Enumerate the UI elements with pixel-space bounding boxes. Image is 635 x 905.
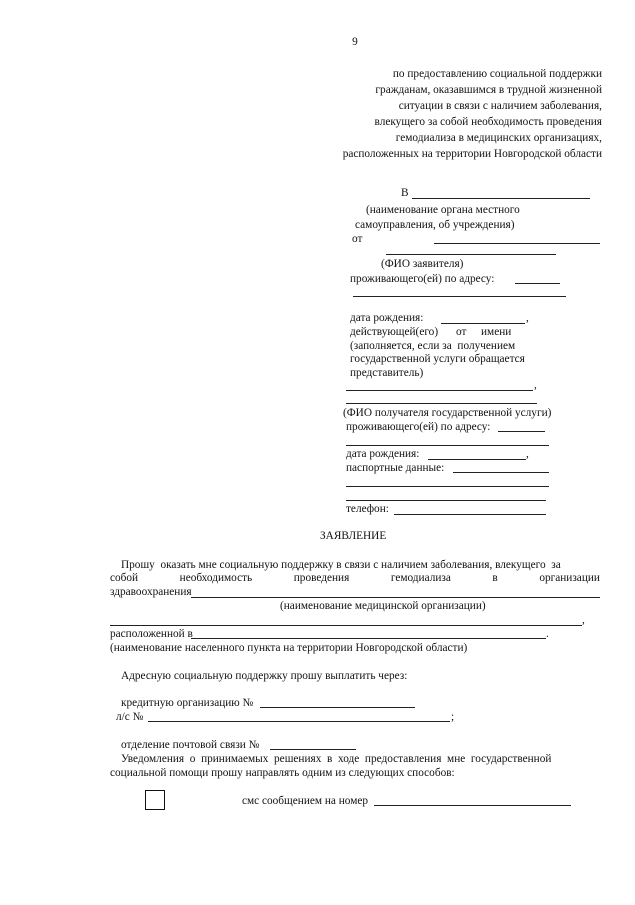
header-line-5: гемодиализа в медицинских организациях, — [395, 132, 602, 144]
comma: , — [526, 312, 529, 324]
phone-label: телефон: — [346, 503, 389, 515]
comma: , — [526, 448, 529, 460]
request-line: Прошу оказать мне социальную поддержку в связи с наличием заболевания, влекущего за — [121, 559, 561, 571]
word: проведения — [293, 572, 350, 584]
account-field[interactable] — [148, 721, 450, 722]
semicolon: ; — [451, 711, 455, 723]
sms-option-label: смс сообщением на номер — [242, 795, 369, 807]
comma: , — [534, 379, 537, 391]
word: гемодиализа — [390, 572, 451, 584]
comma: , — [582, 614, 585, 626]
fio-recipient-hint: (ФИО получателя государственной услуги) — [343, 407, 552, 419]
representative-note-1: (заполняется, если за получением — [350, 340, 516, 352]
page-number: 9 — [352, 36, 358, 48]
fio-applicant-hint: (ФИО заявителя) — [381, 258, 464, 270]
representative-field-1[interactable] — [346, 390, 533, 391]
representative-field-2[interactable] — [346, 403, 537, 404]
representative-note-2: государственной услуги обращается — [350, 353, 525, 365]
header-line-3: ситуации в связи с наличием заболевания, — [398, 100, 602, 112]
org-hint-line-1: (наименование органа местного — [366, 204, 520, 216]
word: собой — [110, 572, 139, 584]
credit-org-label: кредитную организацию № — [121, 697, 254, 709]
applicant-birth-field[interactable] — [441, 323, 525, 324]
acting-word-1: действующей(его) — [350, 326, 439, 338]
applicant-address-field-2[interactable] — [353, 296, 566, 297]
notification-line-2: социальной помощи прошу направлять одним из следующих способов: — [110, 767, 455, 779]
account-label: л/с № — [116, 711, 144, 723]
passport-field-3[interactable] — [346, 500, 546, 501]
acting-word-3: имени — [481, 326, 512, 338]
header-line-2: гражданам, оказавшимся в трудной жизненной — [375, 84, 602, 96]
period: . — [546, 628, 549, 640]
header-line-4: влекущего за собой необходимость проведения — [374, 116, 602, 128]
recipient-birth-field[interactable] — [428, 459, 526, 460]
passport-field-2[interactable] — [346, 486, 549, 487]
applicant-name-field[interactable] — [386, 254, 556, 255]
word: необходимость — [179, 572, 253, 584]
sms-checkbox[interactable] — [145, 790, 165, 810]
post-office-label: отделение почтовой связи № — [121, 739, 260, 751]
request-line-2 — [110, 571, 600, 585]
post-office-field[interactable] — [270, 749, 356, 750]
header-line-1: по предоставлению социальной поддержки — [392, 68, 602, 80]
to-prefix: В — [401, 187, 409, 199]
word: в — [492, 572, 498, 584]
phone-field[interactable] — [394, 514, 546, 515]
medical-org-field-2[interactable] — [110, 625, 582, 626]
from-field[interactable] — [434, 243, 600, 244]
payment-intro: Адресную социальную поддержку прошу выплатить через: — [121, 670, 408, 682]
authority-field[interactable] — [412, 198, 590, 199]
passport-label: паспортные данные: — [346, 462, 445, 474]
med-org-hint: (наименование медицинской организации) — [280, 600, 486, 612]
from-prefix: от — [352, 233, 363, 245]
passport-field[interactable] — [453, 472, 549, 473]
header-line-6: расположенных на территории Новгородской области — [342, 148, 602, 160]
representative-note-3: представитель) — [350, 367, 424, 379]
applicant-birth-label: дата рождения: — [350, 312, 424, 324]
settlement-field[interactable] — [191, 638, 546, 639]
recipient-address-field[interactable] — [498, 431, 545, 432]
document-title: ЗАЯВЛЕНИЕ — [320, 530, 387, 542]
medical-org-field[interactable] — [191, 597, 600, 598]
word: организации — [539, 572, 600, 584]
applicant-address-field[interactable] — [515, 283, 560, 284]
recipient-birth-label: дата рождения: — [346, 448, 420, 460]
located-in-label: расположенной в — [110, 628, 193, 640]
notification-line-1: Уведомления о принимаемых решениях в ходе предоставления мне государственной — [121, 753, 552, 765]
credit-org-field[interactable] — [260, 707, 415, 708]
recipient-address-label: проживающего(ей) по адресу: — [346, 421, 491, 433]
org-hint-line-2: самоуправления, об учреждения) — [355, 219, 515, 231]
recipient-address-field-2[interactable] — [346, 445, 549, 446]
settlement-hint: (наименование населенного пункта на территории Новгородской области) — [110, 642, 468, 654]
applicant-address-label: проживающего(ей) по адресу: — [350, 273, 495, 285]
sms-number-field[interactable] — [374, 805, 571, 806]
acting-word-2: от — [456, 326, 467, 338]
healthcare-prefix: здравоохранения — [110, 586, 192, 598]
